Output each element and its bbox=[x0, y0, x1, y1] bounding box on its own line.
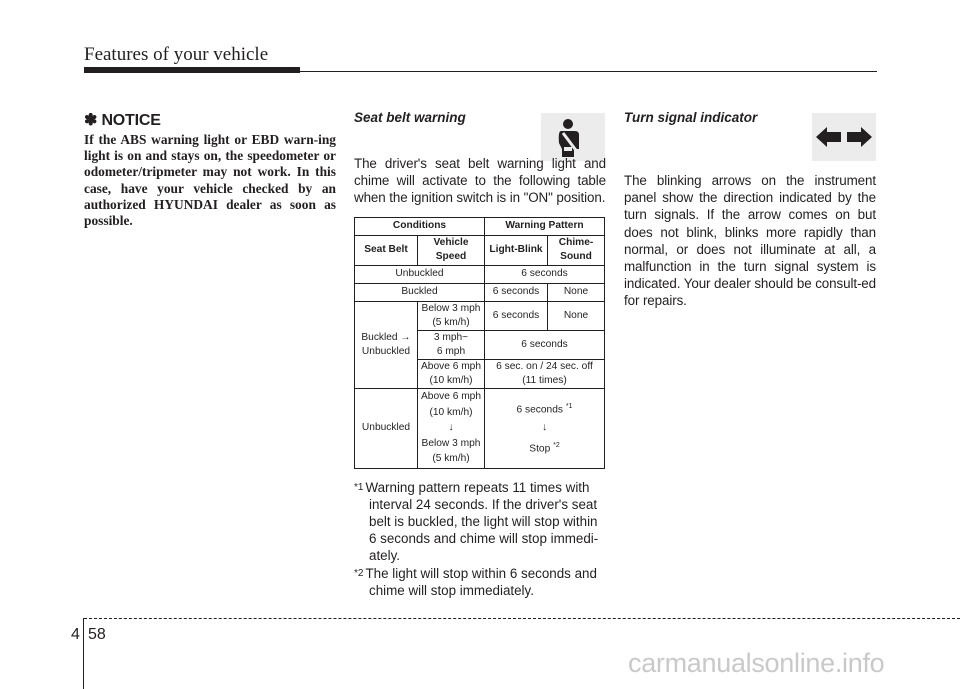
footnote-2 bbox=[354, 565, 606, 599]
footer-divider bbox=[83, 618, 84, 689]
pattern-value: 6 seconds bbox=[485, 330, 605, 359]
table-col-chime-sound bbox=[548, 235, 605, 265]
chime-line2: Sound bbox=[560, 251, 592, 263]
unbuckled-text: Unbuckled bbox=[361, 345, 411, 357]
table-row bbox=[355, 265, 605, 283]
speed-below-3 bbox=[418, 301, 485, 330]
footnote-ref: *2 bbox=[553, 442, 560, 450]
table-row bbox=[355, 301, 605, 330]
seatbelt-column bbox=[354, 110, 606, 599]
speed-above-6 bbox=[418, 359, 485, 388]
footnote-mark: *2 bbox=[354, 567, 364, 579]
speed-text: 6 mph bbox=[436, 345, 466, 357]
speed-transition bbox=[418, 388, 485, 468]
table-col-seat-belt: Seat Belt bbox=[355, 235, 418, 265]
down-arrow-icon: ↓ bbox=[448, 422, 454, 434]
speed-text: (5 km/h) bbox=[432, 453, 470, 465]
header-thin-rule bbox=[300, 71, 877, 72]
pattern-text: 6 sec. on / 24 sec. off bbox=[496, 360, 593, 372]
row-buckled-condition: Buckled bbox=[355, 283, 485, 301]
seatbelt-intro: The driver's seat belt warning light and chime will activate to the following table when the ignition switch is in "ON" position. bbox=[354, 156, 606, 206]
footnotes bbox=[354, 479, 606, 599]
row-unbuckled-condition: Unbuckled bbox=[355, 265, 485, 283]
table-row bbox=[355, 283, 605, 301]
buckled-arrow-text: Buckled → bbox=[361, 331, 411, 343]
pattern-value bbox=[485, 388, 605, 468]
watermark: carmanualsonline.info bbox=[628, 648, 885, 678]
light-value: 6 seconds bbox=[485, 301, 548, 330]
vehicle-speed-line1: Vehicle bbox=[433, 237, 469, 249]
table-row bbox=[355, 388, 605, 468]
seatbelt-section-title: Seat belt warning bbox=[354, 110, 466, 125]
table-header-warning-pattern: Warning Pattern bbox=[485, 217, 605, 235]
speed-3-to-6 bbox=[418, 330, 485, 359]
pattern-text: (11 times) bbox=[522, 374, 567, 386]
footer-dashed-rule bbox=[84, 618, 960, 619]
footnote-ref: *1 bbox=[565, 402, 573, 410]
table-col-light-blink: Light-Blink bbox=[485, 235, 548, 265]
footnote-text: chime will stop immediately. bbox=[369, 582, 534, 598]
seatbelt-warning-table bbox=[354, 217, 605, 469]
page-header-title: Features of your vehicle bbox=[84, 44, 269, 65]
chime-line1: Chime- bbox=[558, 237, 594, 249]
row-buckled-chime: None bbox=[548, 283, 605, 301]
footnote-1 bbox=[354, 479, 606, 565]
speed-text: 3 mph~ bbox=[433, 331, 469, 343]
pattern-text: Stop bbox=[529, 443, 551, 455]
speed-text: Below 3 mph bbox=[421, 437, 481, 449]
vehicle-speed-line2: Speed bbox=[435, 251, 467, 263]
table-header-conditions: Conditions bbox=[355, 217, 485, 235]
speed-text: (5 km/h) bbox=[432, 316, 470, 328]
page-number: 58 bbox=[88, 626, 106, 643]
footnote-mark: *1 bbox=[354, 481, 364, 493]
table-col-vehicle-speed bbox=[418, 235, 485, 265]
speed-text: (10 km/h) bbox=[429, 406, 473, 418]
row-unbuckled-value: 6 seconds bbox=[485, 265, 605, 283]
section-number: 4 bbox=[71, 626, 80, 643]
turn-signal-column bbox=[624, 110, 876, 310]
row-buckled-light: 6 seconds bbox=[485, 283, 548, 301]
down-arrow-icon: ↓ bbox=[541, 422, 548, 434]
notice-column bbox=[84, 110, 336, 229]
turn-signal-body: The blinking arrows on the instrument panel show the direction indicated by the turn signals. If the arrow comes on but does not blink, blinks more rapidly than normal, or does not illuminate at all, a malfunction in the turn signal system is indicated. Your dealer should be consult-ed for repairs. bbox=[624, 173, 876, 309]
footnote-text: Warning pattern repeats 11 times with bbox=[365, 479, 590, 495]
chime-value: None bbox=[548, 301, 605, 330]
row-unbuckled-moving-condition: Unbuckled bbox=[355, 388, 418, 468]
row-buckled-to-unbuckled-condition bbox=[355, 301, 418, 388]
footnote-text: interval 24 seconds. If the driver's seat belt is buckled, the light will stop within 6 seconds and chime will stop immedi-ately. bbox=[369, 496, 599, 564]
speed-text: (10 km/h) bbox=[429, 374, 473, 386]
turn-signal-section-title: Turn signal indicator bbox=[624, 110, 758, 125]
speed-text: Below 3 mph bbox=[421, 302, 481, 314]
notice-heading: ✽ NOTICE bbox=[84, 112, 161, 129]
header-thick-rule bbox=[84, 67, 300, 73]
notice-body: If the ABS warning light or EBD warn-ing light is on and stays on, the speedometer or odometer/tripmeter may not work. In this case, have your vehicle checked by an authorized HYUNDAI dealer as soon as possible. bbox=[84, 132, 336, 229]
speed-text: Above 6 mph bbox=[420, 360, 482, 372]
pattern-value bbox=[485, 359, 605, 388]
footnote-text: The light will stop within 6 seconds and bbox=[365, 565, 597, 581]
pattern-text: 6 seconds bbox=[516, 404, 563, 416]
speed-text: Above 6 mph bbox=[420, 391, 482, 403]
